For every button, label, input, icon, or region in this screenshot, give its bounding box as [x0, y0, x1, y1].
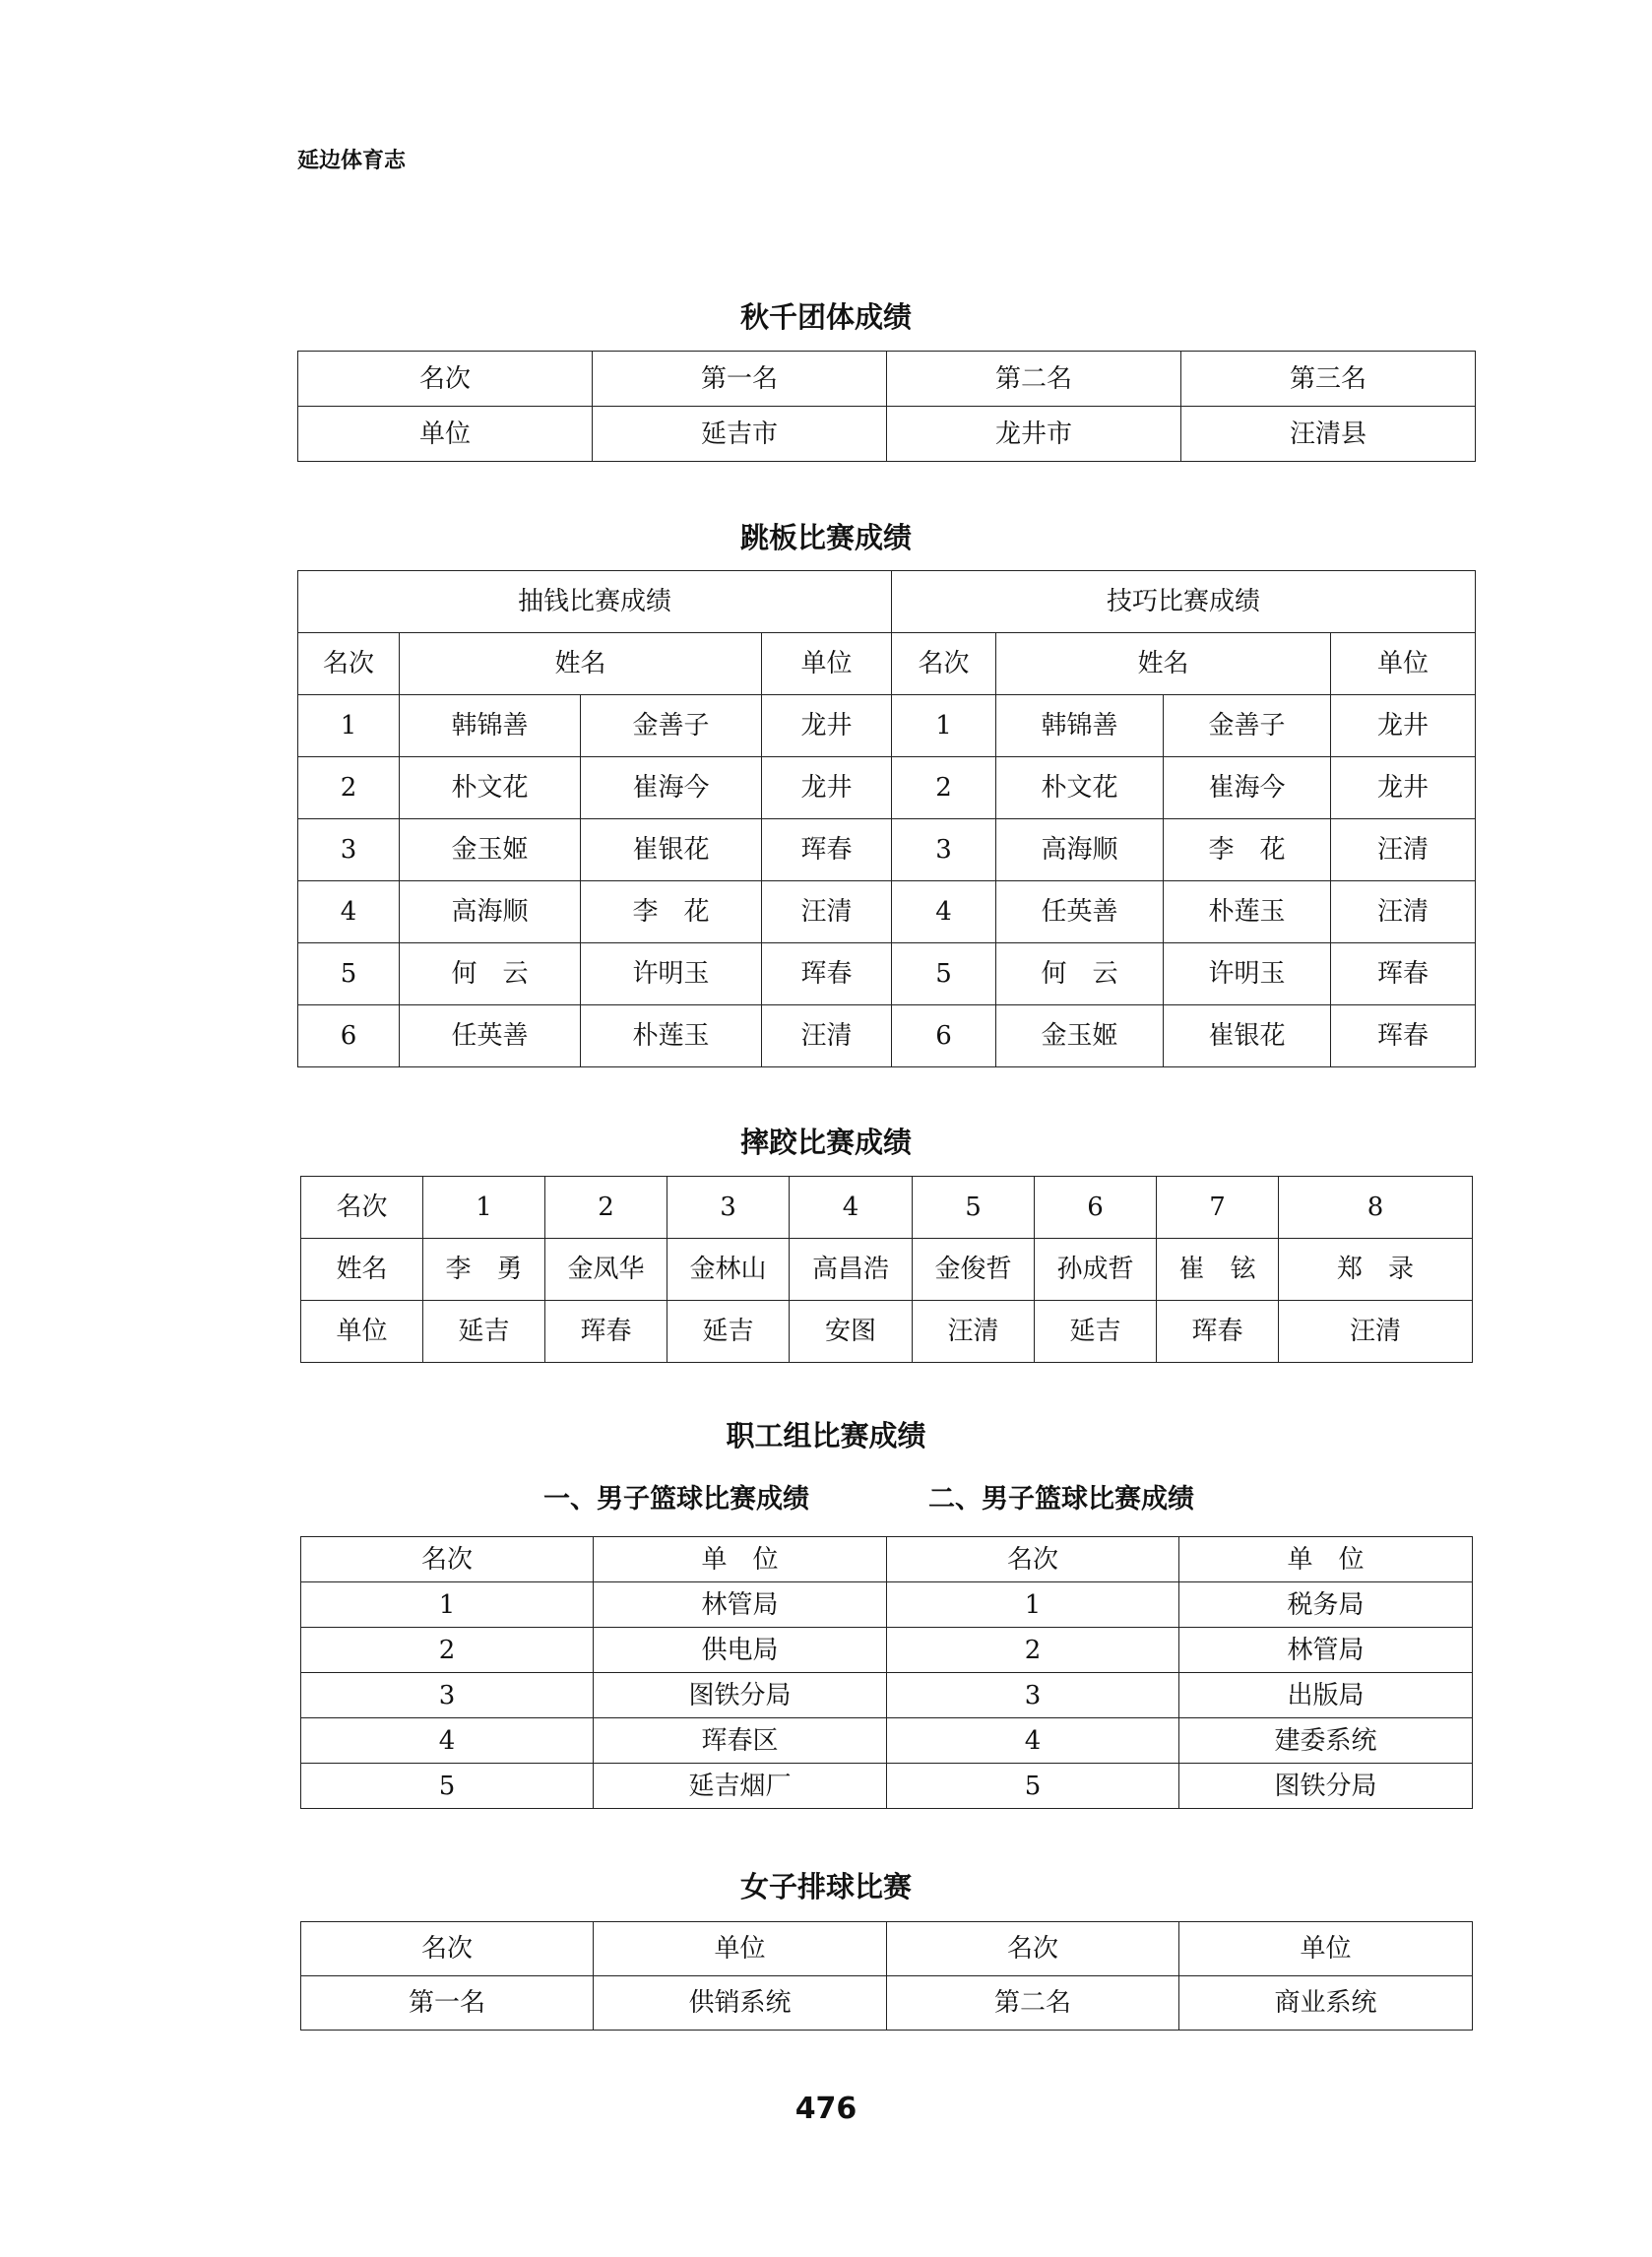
column-header: 名次 [892, 633, 996, 695]
table-cell: 林管局 [594, 1582, 887, 1628]
table-cell: 崔 铉 [1157, 1239, 1279, 1301]
table-cell: 汪清 [913, 1301, 1035, 1363]
table-cell: 高海顺 [996, 819, 1164, 881]
table-cell: 珲春 [762, 943, 892, 1005]
table-cell: 3 [301, 1673, 594, 1718]
table-cell: 珲春区 [594, 1718, 887, 1764]
table-row [298, 881, 1476, 943]
table-cell: 5 [298, 943, 400, 1005]
seesaw-title: 跳板比赛成绩 [739, 521, 912, 554]
table-cell: 何 云 [400, 943, 581, 1005]
table-cell: 2 [887, 1628, 1179, 1673]
table-cell: 珲春 [1331, 1005, 1476, 1067]
table-cell: 4 [790, 1177, 913, 1239]
table-cell: 汪清 [1331, 819, 1476, 881]
table-cell: 延吉 [423, 1301, 545, 1363]
table-cell: 1 [892, 695, 996, 757]
table-cell: 名次 [298, 352, 593, 407]
table-cell: 3 [298, 819, 400, 881]
workers-table [300, 1536, 1473, 1809]
table-cell: 珲春 [1157, 1301, 1279, 1363]
wrestling-title: 摔跤比赛成绩 [739, 1126, 912, 1159]
table-cell: 汪清 [1331, 881, 1476, 943]
table-cell: 高海顺 [400, 881, 581, 943]
workers-subtitle-1: 一、男子篮球比赛成绩 [543, 1484, 809, 1515]
table-row [301, 1764, 1473, 1809]
table-cell: 龙井市 [887, 407, 1181, 462]
table-cell: 第三名 [1181, 352, 1476, 407]
table-cell: 金俊哲 [913, 1239, 1035, 1301]
table-cell: 第一名 [301, 1976, 594, 2031]
table-cell: 供销系统 [594, 1976, 887, 2031]
table-cell: 单位 [1179, 1922, 1473, 1976]
table-cell: 供电局 [594, 1628, 887, 1673]
table-cell: 龙井 [1331, 695, 1476, 757]
seesaw-table [297, 570, 1476, 1067]
table-cell: 任英善 [400, 1005, 581, 1067]
table-cell: 7 [1157, 1177, 1279, 1239]
table-cell: 8 [1279, 1177, 1473, 1239]
table-cell: 1 [423, 1177, 545, 1239]
table-cell: 姓名 [301, 1239, 423, 1301]
table-cell: 崔银花 [581, 819, 762, 881]
table-cell: 5 [892, 943, 996, 1005]
table-cell: 5 [913, 1177, 1035, 1239]
table-cell: 朴莲玉 [581, 1005, 762, 1067]
table-cell: 金凤华 [545, 1239, 667, 1301]
table-cell: 6 [1035, 1177, 1157, 1239]
table-cell: 朴莲玉 [1164, 881, 1331, 943]
seesaw-right-heading: 技巧比赛成绩 [892, 571, 1476, 633]
table-cell: 第一名 [593, 352, 887, 407]
table-cell: 3 [667, 1177, 790, 1239]
table-cell: 李 勇 [423, 1239, 545, 1301]
table-row [301, 1239, 1473, 1301]
volleyball-title: 女子排球比赛 [739, 1870, 912, 1903]
table-row [301, 1673, 1473, 1718]
table-cell: 汪清 [762, 1005, 892, 1067]
table-cell: 何 云 [996, 943, 1164, 1005]
table-cell: 名次 [301, 1537, 594, 1582]
table-cell: 税务局 [1179, 1582, 1473, 1628]
table-cell: 朴文花 [996, 757, 1164, 819]
table-cell: 珲春 [545, 1301, 667, 1363]
table-cell: 4 [298, 881, 400, 943]
table-cell: 郑 录 [1279, 1239, 1473, 1301]
table-cell: 单 位 [594, 1537, 887, 1582]
table-cell: 韩锦善 [400, 695, 581, 757]
table-cell: 6 [892, 1005, 996, 1067]
table-row [301, 1922, 1473, 1976]
table-cell: 汪清 [762, 881, 892, 943]
table-row [301, 1582, 1473, 1628]
table-row [298, 819, 1476, 881]
table-cell: 安图 [790, 1301, 913, 1363]
table-cell: 出版局 [1179, 1673, 1473, 1718]
swing-table [297, 351, 1476, 462]
column-header: 名次 [298, 633, 400, 695]
table-cell: 龙井 [762, 757, 892, 819]
table-cell: 名次 [301, 1922, 594, 1976]
table-row [301, 1976, 1473, 2031]
table-cell: 崔海今 [581, 757, 762, 819]
table-cell: 朴文花 [400, 757, 581, 819]
table-row [298, 1005, 1476, 1067]
page-number: 476 [794, 2092, 858, 2126]
table-cell: 图铁分局 [1179, 1764, 1473, 1809]
table-cell: 1 [298, 695, 400, 757]
workers-title: 职工组比赛成绩 [726, 1419, 926, 1452]
table-cell: 孙成哲 [1035, 1239, 1157, 1301]
table-row [301, 1177, 1473, 1239]
table-cell: 高昌浩 [790, 1239, 913, 1301]
table-row [301, 1537, 1473, 1582]
table-row [298, 407, 1476, 462]
running-header: 延边体育志 [297, 149, 407, 173]
table-cell: 崔海今 [1164, 757, 1331, 819]
table-cell: 1 [301, 1582, 594, 1628]
table-cell: 金善子 [1164, 695, 1331, 757]
table-cell: 5 [301, 1764, 594, 1809]
table-row [298, 757, 1476, 819]
table-cell: 许明玉 [581, 943, 762, 1005]
table-cell: 金善子 [581, 695, 762, 757]
table-cell: 汪清县 [1181, 407, 1476, 462]
table-row [301, 1301, 1473, 1363]
table-row [301, 1718, 1473, 1764]
table-cell: 1 [887, 1582, 1179, 1628]
table-cell: 龙井 [762, 695, 892, 757]
table-cell: 单位 [298, 407, 593, 462]
table-cell: 2 [301, 1628, 594, 1673]
table-cell: 4 [892, 881, 996, 943]
table-cell: 李 花 [1164, 819, 1331, 881]
table-cell: 第二名 [887, 352, 1181, 407]
table-cell: 延吉 [1035, 1301, 1157, 1363]
column-header: 姓名 [996, 633, 1331, 695]
table-cell: 单位 [301, 1301, 423, 1363]
table-cell: 3 [887, 1673, 1179, 1718]
table-cell: 延吉 [667, 1301, 790, 1363]
table-cell: 2 [892, 757, 996, 819]
table-cell: 名次 [887, 1922, 1179, 1976]
table-cell: 金林山 [667, 1239, 790, 1301]
table-cell: 6 [298, 1005, 400, 1067]
table-cell: 金玉姬 [996, 1005, 1164, 1067]
table-cell: 名次 [887, 1537, 1179, 1582]
table-cell: 珲春 [1331, 943, 1476, 1005]
table-cell: 单 位 [1179, 1537, 1473, 1582]
table-cell: 韩锦善 [996, 695, 1164, 757]
table-cell: 延吉市 [593, 407, 887, 462]
table-cell: 任英善 [996, 881, 1164, 943]
table-cell: 龙井 [1331, 757, 1476, 819]
column-header: 姓名 [400, 633, 762, 695]
column-header: 单位 [762, 633, 892, 695]
table-cell: 2 [298, 757, 400, 819]
table-cell: 珲春 [762, 819, 892, 881]
table-row [298, 695, 1476, 757]
seesaw-left-heading: 抽钱比赛成绩 [298, 571, 892, 633]
table-cell: 崔银花 [1164, 1005, 1331, 1067]
table-cell: 商业系统 [1179, 1976, 1473, 2031]
table-row [298, 352, 1476, 407]
table-cell: 许明玉 [1164, 943, 1331, 1005]
table-cell: 5 [887, 1764, 1179, 1809]
table-cell: 2 [545, 1177, 667, 1239]
volleyball-table [300, 1921, 1473, 2031]
swing-title: 秋千团体成绩 [739, 300, 912, 334]
table-cell: 4 [301, 1718, 594, 1764]
table-cell: 3 [892, 819, 996, 881]
table-header-row [298, 633, 1476, 695]
table-row [301, 1628, 1473, 1673]
table-cell: 名次 [301, 1177, 423, 1239]
wrestling-table [300, 1176, 1473, 1363]
table-cell: 金玉姬 [400, 819, 581, 881]
table-cell: 延吉烟厂 [594, 1764, 887, 1809]
table-cell: 汪清 [1279, 1301, 1473, 1363]
workers-subtitle-2: 二、男子篮球比赛成绩 [928, 1484, 1194, 1515]
table-cell: 第二名 [887, 1976, 1179, 2031]
table-row [298, 943, 1476, 1005]
table-cell: 建委系统 [1179, 1718, 1473, 1764]
table-cell: 单位 [594, 1922, 887, 1976]
table-row [298, 571, 1476, 633]
column-header: 单位 [1331, 633, 1476, 695]
table-cell: 林管局 [1179, 1628, 1473, 1673]
table-cell: 李 花 [581, 881, 762, 943]
table-cell: 4 [887, 1718, 1179, 1764]
table-cell: 图铁分局 [594, 1673, 887, 1718]
